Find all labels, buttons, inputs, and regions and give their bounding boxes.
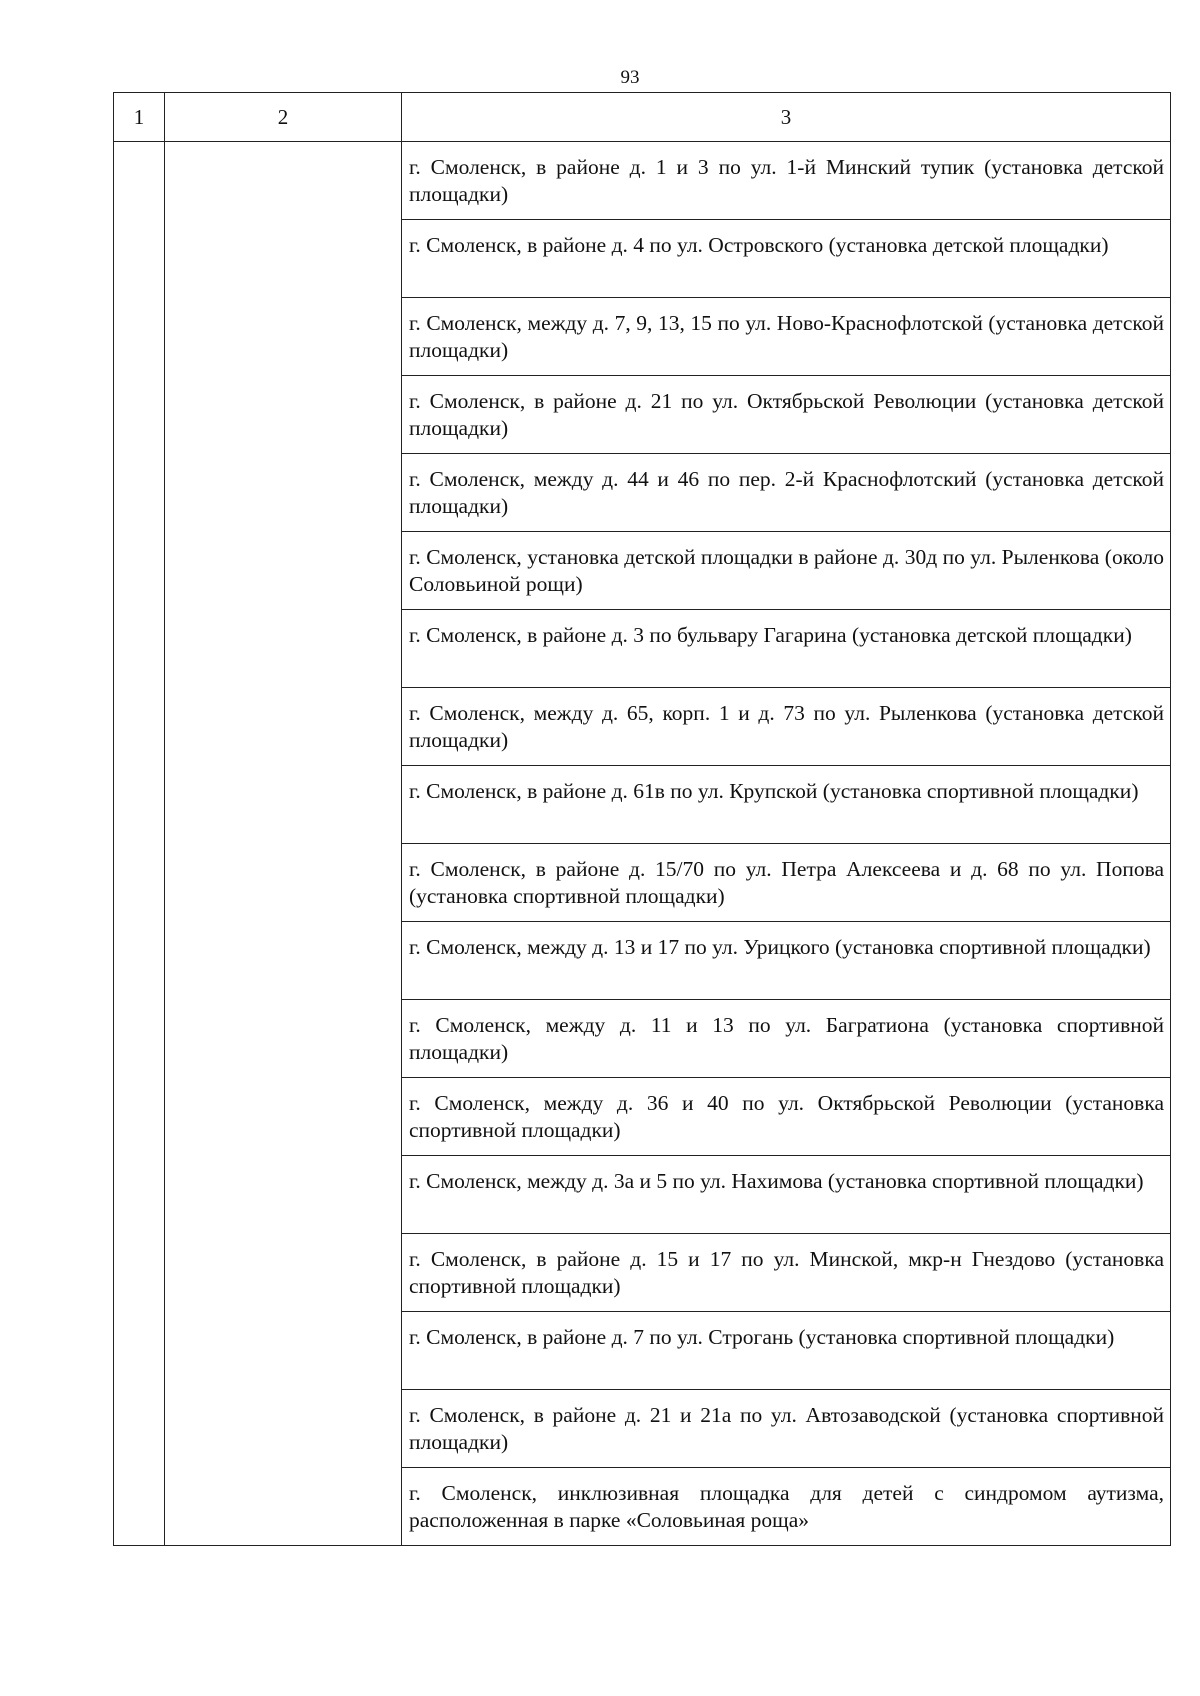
location-cell: г. Смоленск, между д. 11 и 13 по ул. Багратиона (установка спортивной площадки)	[402, 1000, 1171, 1078]
location-cell: г. Смоленск, в районе д. 61в по ул. Крупской (установка спортивной площадки)	[402, 766, 1171, 844]
document-table	[113, 92, 1171, 1546]
page-number: 93	[620, 67, 640, 88]
location-cell: г. Смоленск, в районе д. 1 и 3 по ул. 1-й Минский тупик (установка детской площадки)	[402, 142, 1171, 220]
location-cell: г. Смоленск, в районе д. 3 по бульвару Гагарина (установка детской площадки)	[402, 610, 1171, 688]
location-cell: г. Смоленск, между д. 65, корп. 1 и д. 73 по ул. Рыленкова (установка детской площадки)	[402, 688, 1171, 766]
column-2-cell	[165, 142, 402, 1546]
column-header-2: 2	[165, 93, 402, 142]
table-row	[114, 142, 1171, 220]
location-cell: г. Смоленск, инклюзивная площадка для детей с синдромом аутизма, расположенная в парке «Соловьиная роща»	[402, 1468, 1171, 1546]
location-cell: г. Смоленск, между д. 36 и 40 по ул. Октябрьской Революции (установка спортивной площадки)	[402, 1078, 1171, 1156]
location-cell: г. Смоленск, между д. 3а и 5 по ул. Нахимова (установка спортивной площадки)	[402, 1156, 1171, 1234]
location-cell: г. Смоленск, установка детской площадки в районе д. 30д по ул. Рыленкова (около Соловьиной рощи)	[402, 532, 1171, 610]
location-cell: г. Смоленск, между д. 13 и 17 по ул. Урицкого (установка спортивной площадки)	[402, 922, 1171, 1000]
location-cell: г. Смоленск, в районе д. 21 и 21а по ул. Автозаводской (установка спортивной площадки)	[402, 1390, 1171, 1468]
column-1-cell	[114, 142, 165, 1546]
column-header-3: 3	[402, 93, 1171, 142]
location-cell: г. Смоленск, в районе д. 4 по ул. Островского (установка детской площадки)	[402, 220, 1171, 298]
column-header-1: 1	[114, 93, 165, 142]
location-cell: г. Смоленск, между д. 7, 9, 13, 15 по ул. Ново-Краснофлотской (установка детской площадки)	[402, 298, 1171, 376]
location-cell: г. Смоленск, между д. 44 и 46 по пер. 2-й Краснофлотский (установка детской площадки)	[402, 454, 1171, 532]
location-cell: г. Смоленск, в районе д. 21 по ул. Октябрьской Революции (установка детской площадки)	[402, 376, 1171, 454]
location-cell: г. Смоленск, в районе д. 7 по ул. Строгань (установка спортивной площадки)	[402, 1312, 1171, 1390]
location-cell: г. Смоленск, в районе д. 15 и 17 по ул. Минской, мкр-н Гнездово (установка спортивной площадки)	[402, 1234, 1171, 1312]
location-cell: г. Смоленск, в районе д. 15/70 по ул. Петра Алексеева и д. 68 по ул. Попова (установка спортивной площадки)	[402, 844, 1171, 922]
table-body	[114, 142, 1171, 1546]
table-header-row	[114, 93, 1171, 142]
